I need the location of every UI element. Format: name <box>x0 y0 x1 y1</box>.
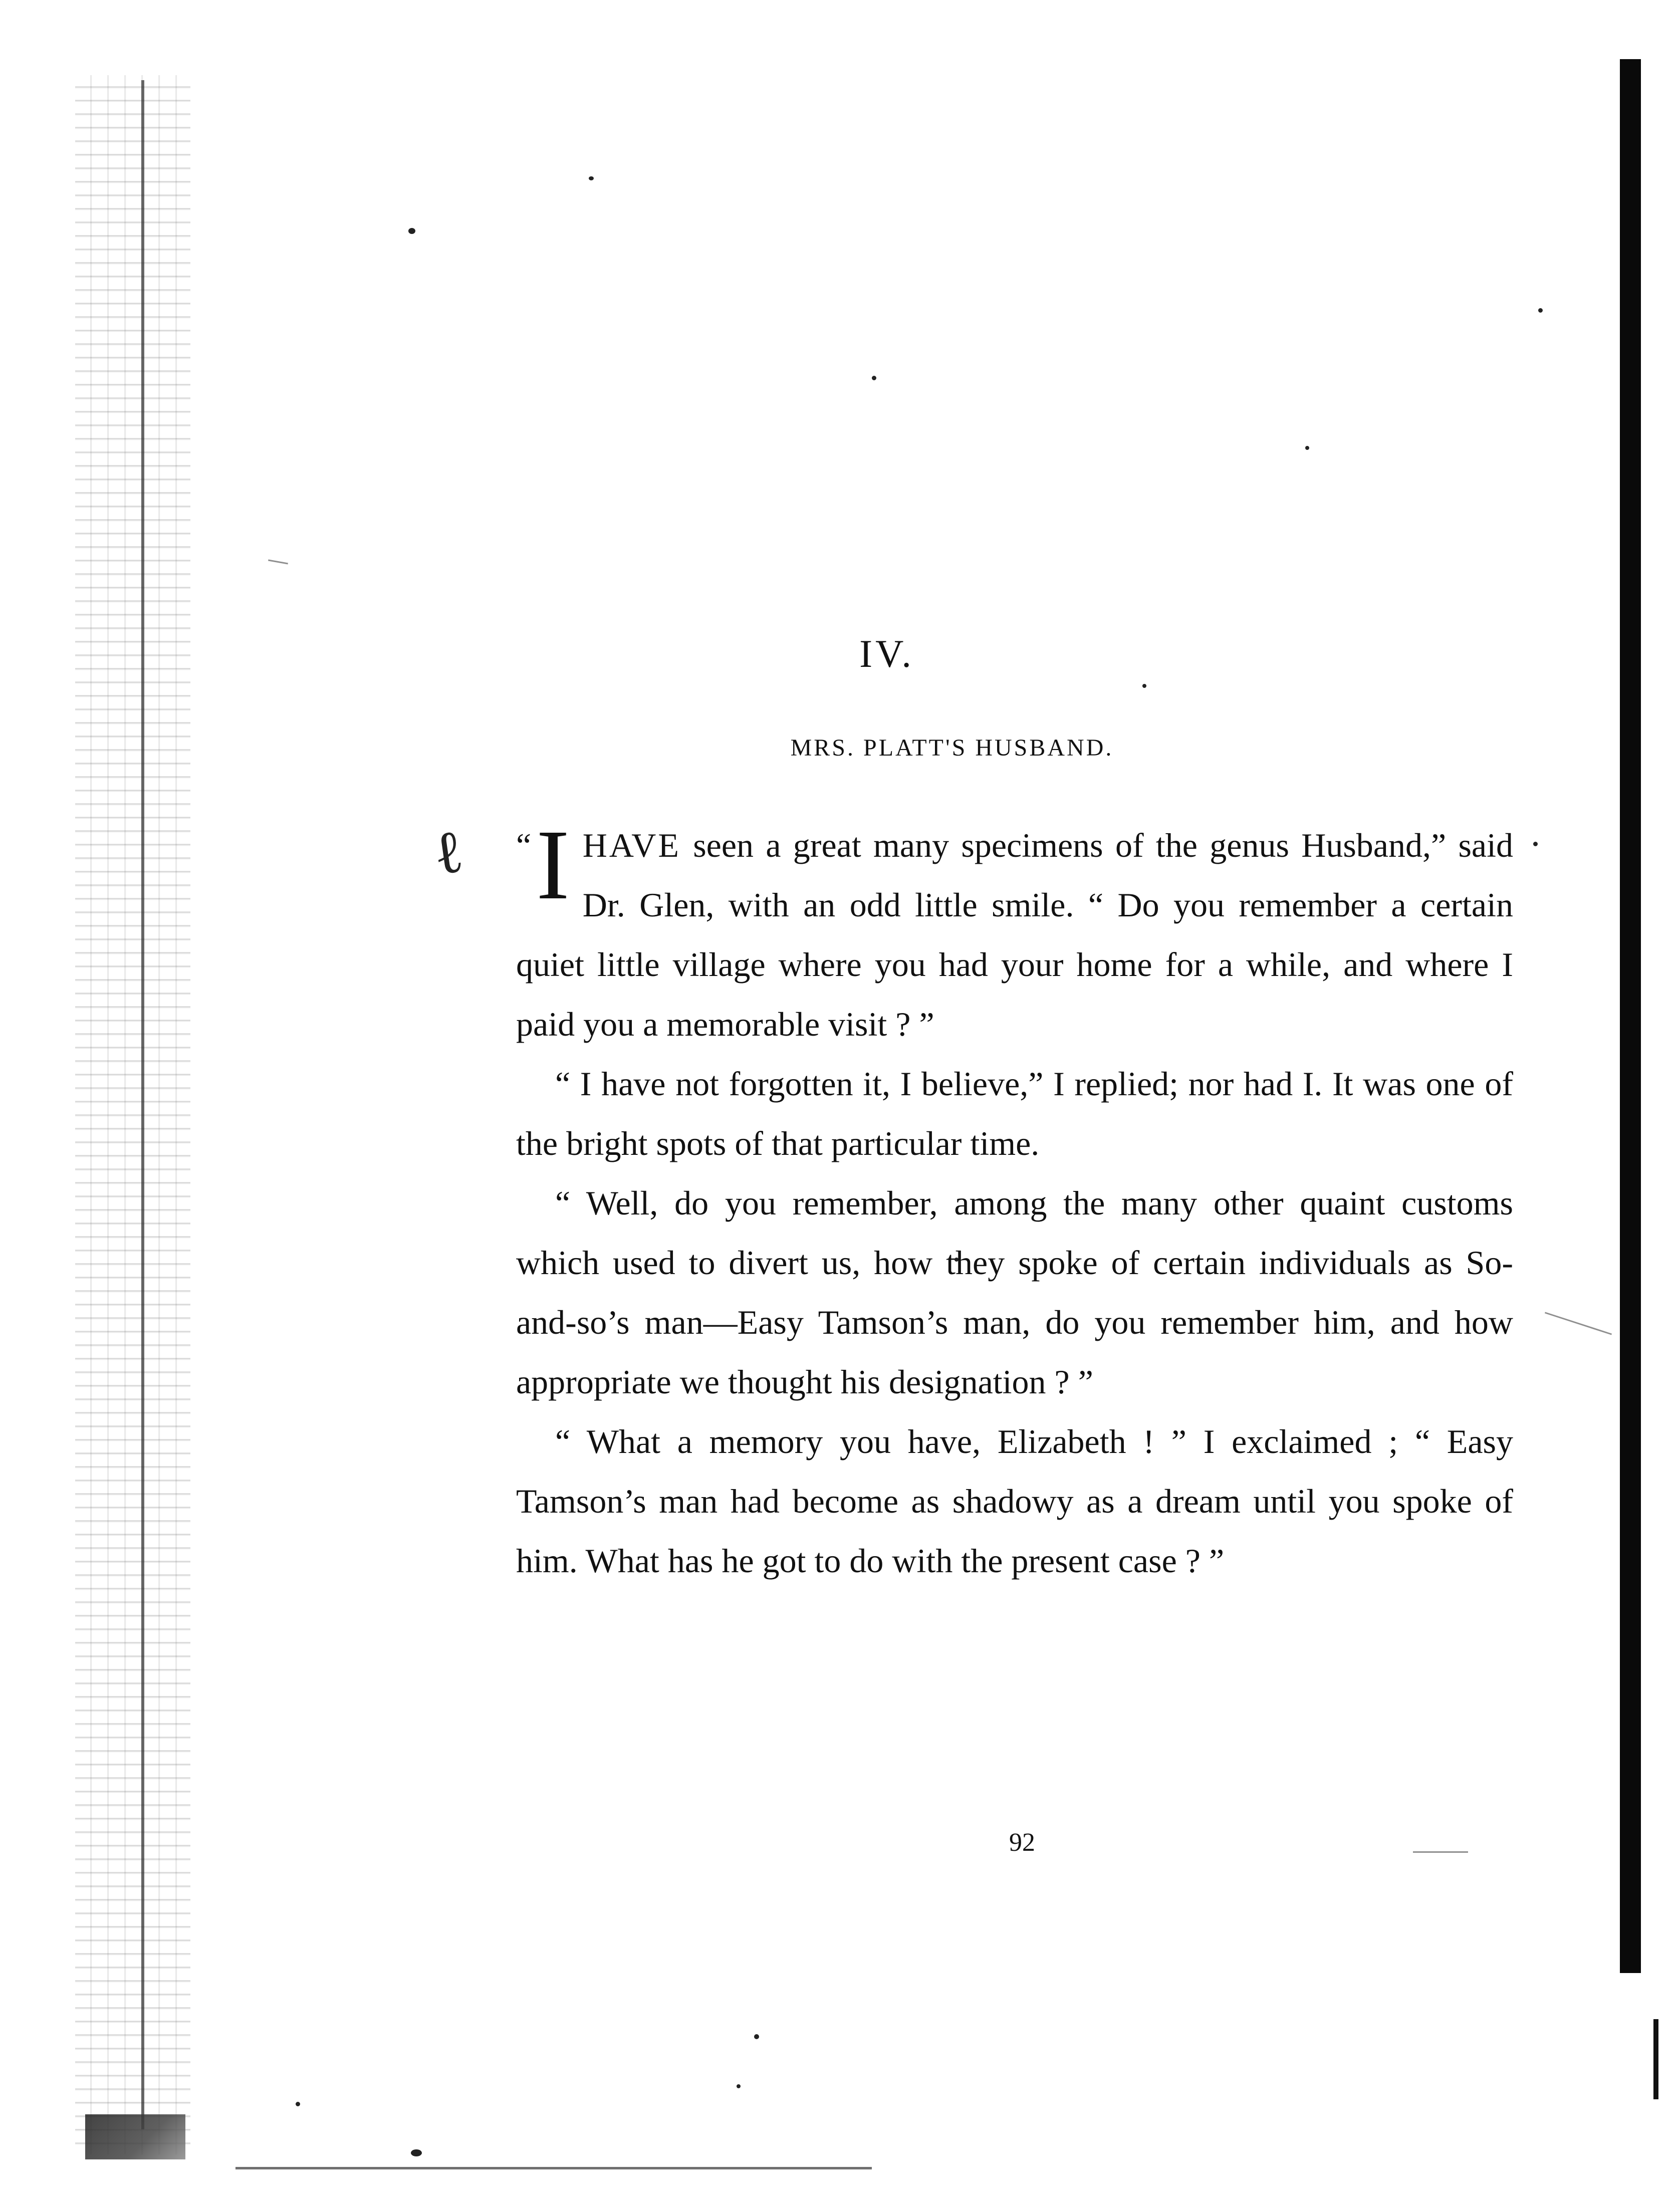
scan-speck <box>1538 308 1543 313</box>
scan-speck <box>737 2084 741 2088</box>
chapter-body <box>516 810 1513 1591</box>
right-scan-edge <box>1620 59 1641 1973</box>
paragraph <box>516 810 1513 1054</box>
right-scan-edge-fragment <box>1653 2019 1658 2099</box>
binding-edge-shadow <box>75 75 190 2154</box>
scan-speck <box>411 2149 422 2156</box>
binding-corner-shadow <box>85 2114 185 2159</box>
paragraph-text: seen a great many specimens of the genus Husband,” said Dr. Glen, with an odd little smile. “ Do you remember a certain quiet little village where you had your home for a while, and where I paid you a memorable visit ? ” <box>516 826 1513 1043</box>
stray-mark <box>268 560 288 565</box>
scan-speck <box>872 376 876 380</box>
bottom-scan-line <box>235 2167 872 2169</box>
scan-speck <box>408 228 415 234</box>
drop-cap: I <box>536 810 570 920</box>
paragraph: “ Well, do you remember, among the many other quaint customs which used to divert us, how they spoke of certain individuals as So-and-so’s man—Easy Tamson’s man, do you remember him, and how appropriate we thought his designation ? ” <box>516 1184 1513 1401</box>
first-word: HAVE <box>582 826 681 864</box>
paragraph: “ I have not forgotten it, I believe,” I replied; nor had I. It was one of the bright spots of that particular time. <box>516 1065 1513 1162</box>
chapter-number: IV. <box>859 632 914 675</box>
chapter-title: MRS. PLATT'S HUSBAND. <box>790 735 1114 761</box>
binding-gutter-line <box>141 80 144 2129</box>
scan-speck <box>1533 842 1538 846</box>
scan-speck <box>296 2102 300 2106</box>
page-number: 92 <box>1009 1828 1035 1857</box>
stray-mark <box>1413 1851 1468 1853</box>
scan-speck <box>1305 446 1309 450</box>
scan-speck <box>589 176 594 180</box>
stray-mark <box>1545 1312 1612 1335</box>
scan-speck <box>1142 684 1146 688</box>
scan-speck <box>754 2034 759 2039</box>
paragraph: “ What a memory you have, Elizabeth ! ” I exclaimed ; “ Easy Tamson’s man had become as shadowy as a dream until you spoke of him. What has he got to do with the present case ? ” <box>516 1422 1513 1580</box>
handwritten-margin-mark: ℓ <box>429 816 467 889</box>
opening-quote: “ <box>516 826 532 864</box>
